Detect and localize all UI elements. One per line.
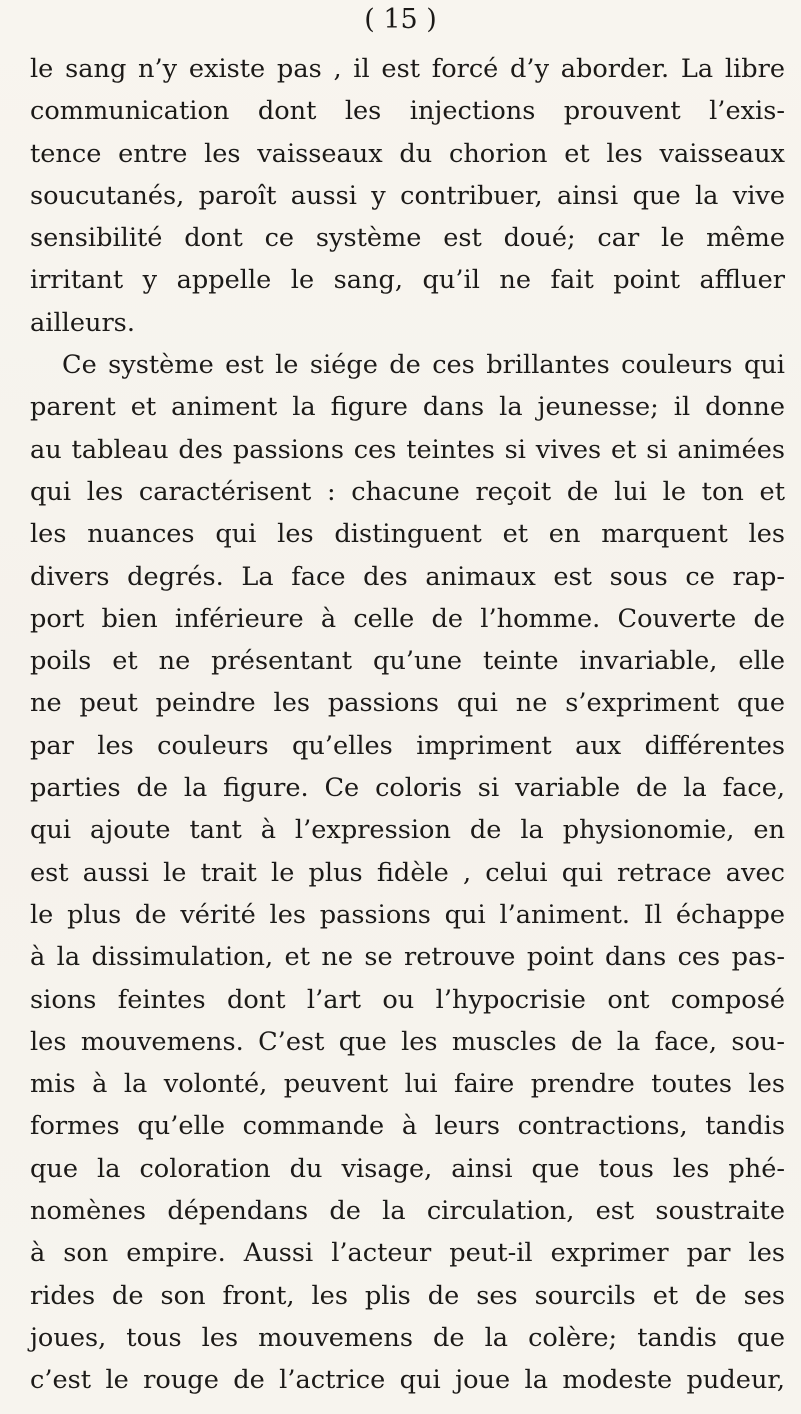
text-line: est aussi le trait le plus fidèle , celui qui retrace avec: [30, 857, 785, 888]
text-line: soucutanés, paroît aussi y contribuer, ainsi que la vive: [30, 180, 785, 211]
text-line: divers degrés. La face des animaux est sous ce rap-: [30, 561, 785, 592]
text-line: nomènes dépendans de la circulation, est soustraite: [30, 1196, 785, 1227]
text-line: qui les caractérisent : chacune reçoit de lui le ton et: [30, 476, 785, 507]
text-line: sions feintes dont l’art ou l’hypocrisie ont composé: [30, 984, 785, 1015]
text-line: poils et ne présentant qu’une teinte invariable, elle: [30, 646, 785, 677]
text-line: parent et animent la figure dans la jeunesse; il donne: [30, 392, 785, 423]
text-line: c’est le rouge de l’actrice qui joue la modeste pudeur,: [30, 1365, 785, 1396]
text-line: joues, tous les mouvemens de la colère; tandis que: [30, 1322, 785, 1353]
text-line: mis à la volonté, peuvent lui faire prendre toutes les: [30, 1069, 785, 1100]
text-line: par les couleurs qu’elles impriment aux différentes: [30, 730, 785, 761]
paragraph-first-line: Ce système est le siége de ces brillantes couleurs qui: [62, 350, 785, 381]
text-line: port bien inférieure à celle de l’homme. Couverte de: [30, 603, 785, 634]
text-line: à la dissimulation, et ne se retrouve point dans ces pas-: [30, 942, 785, 973]
text-line: à son empire. Aussi l’acteur peut-il exprimer par les: [30, 1238, 785, 1269]
text-line: formes qu’elle commande à leurs contractions, tandis: [30, 1111, 785, 1142]
text-line: parties de la figure. Ce coloris si variable de la face,: [30, 773, 785, 804]
text-line: le sang n’y existe pas , il est forcé d’y aborder. La libre: [30, 54, 785, 84]
text-line: au tableau des passions ces teintes si vives et si animées: [30, 434, 785, 465]
text-line: le plus de vérité les passions qui l’animent. Il échappe: [30, 899, 785, 930]
text-line: rides de son front, les plis de ses sourcils et de ses: [30, 1280, 785, 1311]
text-line: que la coloration du visage, ainsi que tous les phé-: [30, 1153, 785, 1184]
text-line: irritant y appelle le sang, qu’il ne fait point affluer: [30, 265, 785, 296]
text-line: qui ajoute tant à l’expression de la physionomie, en: [30, 815, 785, 846]
text-line: ne peut peindre les passions qui ne s’expriment que: [30, 688, 785, 719]
text-line: les mouvemens. C’est que les muscles de la face, sou-: [30, 1026, 785, 1057]
page-number: ( 15 ): [364, 4, 437, 35]
text-line: les nuances qui les distinguent et en marquent les: [30, 519, 785, 550]
text-line: communication dont les injections prouvent l’exis-: [30, 96, 785, 127]
text-line: sensibilité dont ce système est doué; car le même: [30, 223, 785, 254]
body-text: [30, 48, 785, 1402]
text-line: ailleurs.: [30, 307, 135, 338]
text-line: tence entre les vaisseaux du chorion et les vaisseaux: [30, 138, 785, 169]
